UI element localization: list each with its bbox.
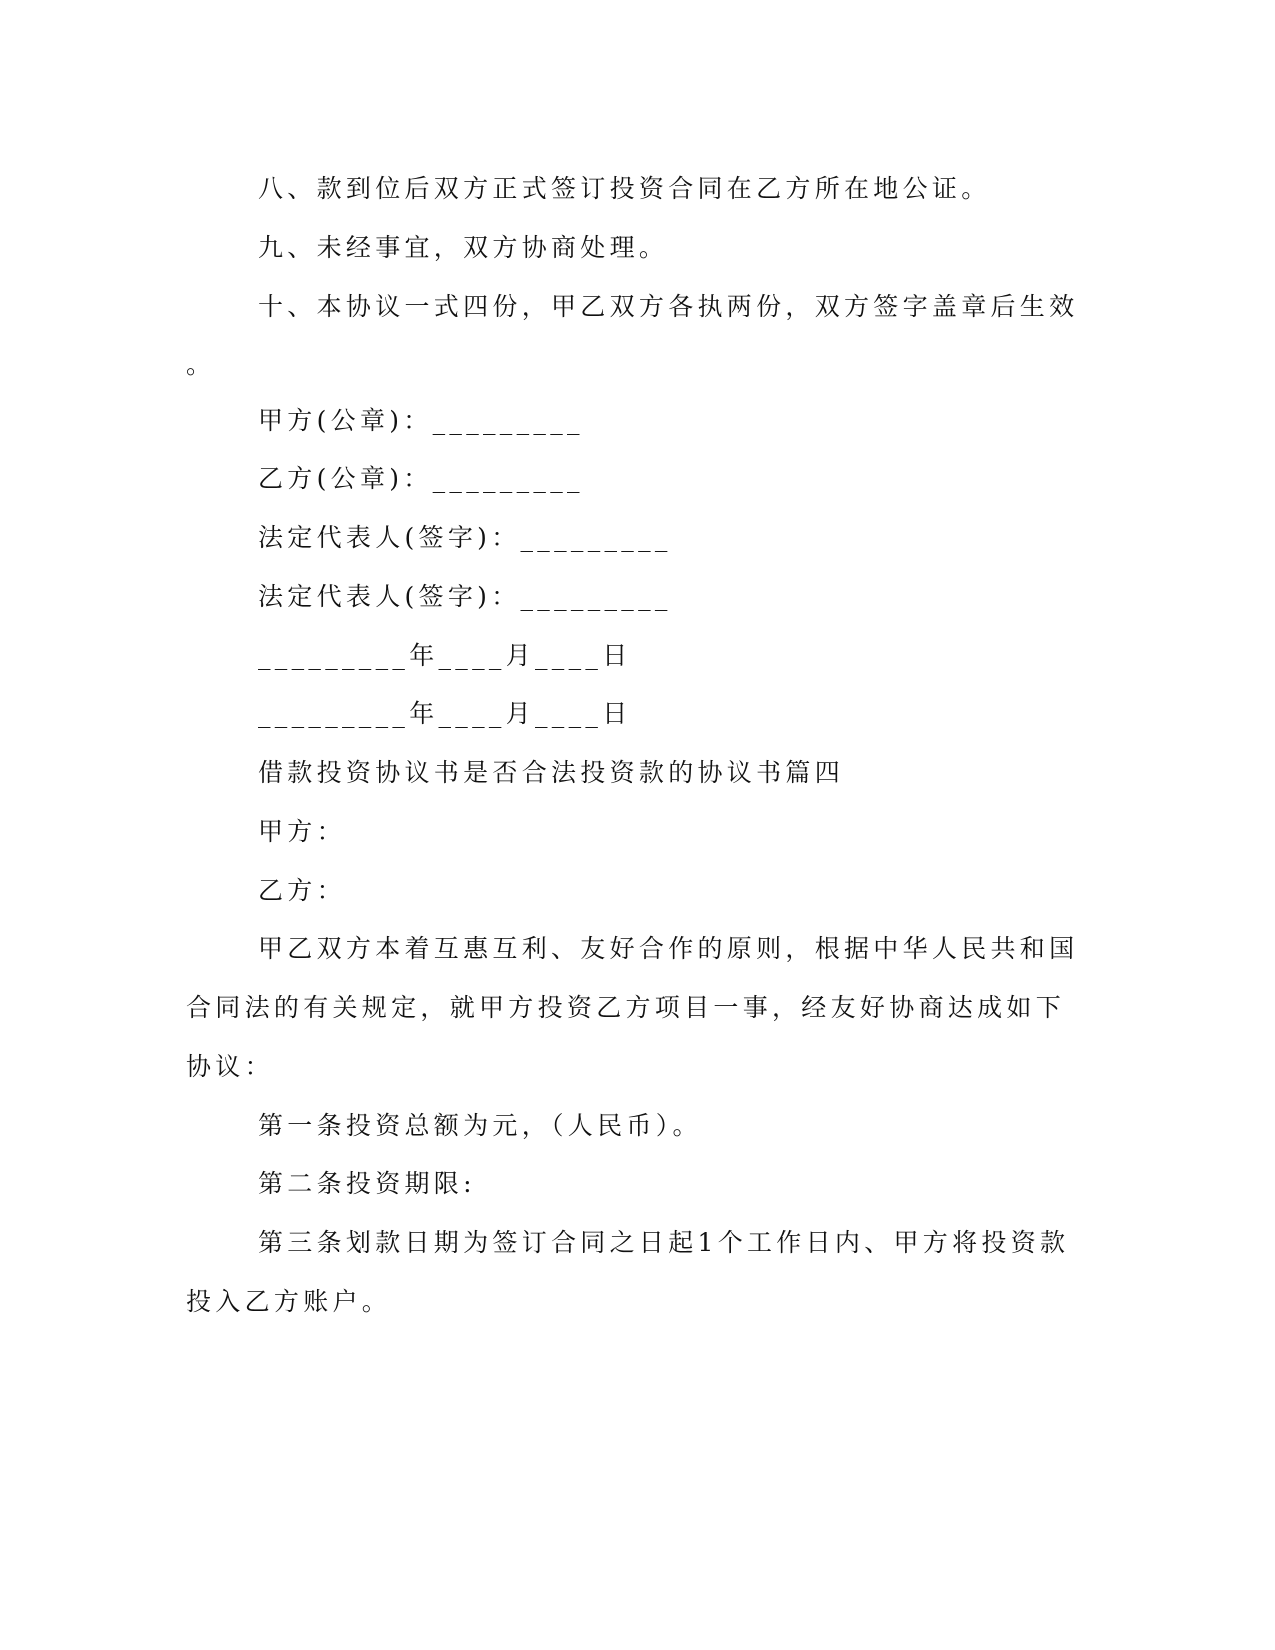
article-three: 第三条划款日期为签订合同之日起1个工作日内、甲方将投资款 (258, 1228, 1070, 1257)
date-line-1: _________年____月____日 (258, 641, 632, 670)
party-a-label: 甲方： (258, 817, 346, 846)
clause-ten-continuation: 。 (186, 350, 216, 379)
date-line-2: _________年____月____日 (258, 699, 632, 728)
legal-rep-signature-line-1: 法定代表人(签字)：_________ (258, 523, 672, 552)
clause-ten: 十、本协议一式四份，甲乙双方各执两份，双方签字盖章后生效 (258, 292, 1079, 321)
preamble-line-3: 协议： (186, 1052, 274, 1081)
party-b-label: 乙方： (258, 876, 346, 905)
article-three-continuation: 投入乙方账户。 (186, 1287, 392, 1316)
clause-nine: 九、未经事宜，双方协商处理。 (258, 233, 669, 262)
article-two: 第二条投资期限: (258, 1169, 476, 1198)
legal-rep-signature-line-2: 法定代表人(签字)：_________ (258, 582, 672, 611)
party-b-seal-line: 乙方(公章)：_________ (258, 464, 584, 493)
party-a-seal-line: 甲方(公章)：_________ (258, 406, 584, 435)
section-heading: 借款投资协议书是否合法投资款的协议书篇四 (258, 758, 845, 787)
article-one: 第一条投资总额为元，（人民币）。 (258, 1111, 702, 1140)
preamble-line-1: 甲乙双方本着互惠互利、友好合作的原则，根据中华人民共和国 (258, 934, 1079, 963)
clause-eight: 八、款到位后双方正式签订投资合同在乙方所在地公证。 (258, 174, 991, 203)
preamble-line-2: 合同法的有关规定，就甲方投资乙方项目一事，经友好协商达成如下 (186, 993, 1066, 1022)
